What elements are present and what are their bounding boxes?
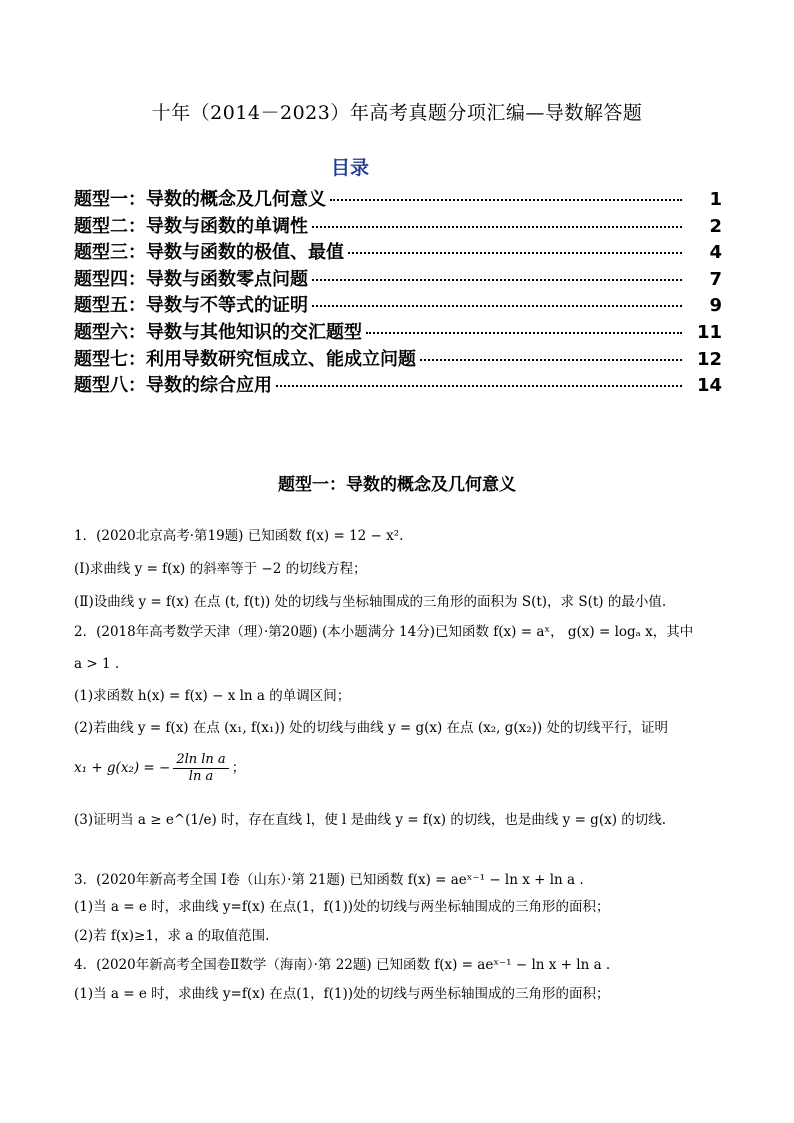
toc-item-label: 题型五：导数与不等式的证明 <box>74 295 308 317</box>
toc-item[interactable] <box>74 185 722 212</box>
toc-item-label: 题型六：导数与其他知识的交汇题型 <box>74 321 362 343</box>
question-4-part-1: (1)当 a = e 时，求曲线 y=f(x) 在点(1，f(1))处的切线与两坐标轴围成的三角形的面积； <box>74 986 610 1002</box>
toc-item-page: 1 <box>709 189 722 210</box>
toc-item-page: 12 <box>696 348 722 370</box>
formula-end: ； <box>231 760 246 776</box>
question-1-part-1: (Ⅰ)求曲线 y = f(x) 的斜率等于 −2 的切线方程； <box>74 561 367 577</box>
question-2-stem-cont: a > 1 . <box>74 656 120 672</box>
toc-item-label: 题型三：导数与函数的极值、最值 <box>74 242 344 264</box>
question-2-part-2-formula <box>74 752 245 785</box>
question-2-part-2: (2)若曲线 y = f(x) 在点 (x₁, f(x₁)) 处的切线与曲线 y = g(x) 在点 (x₂, g(x₂)) 处的切线平行，证明 <box>74 720 668 736</box>
toc-heading: 目录 <box>330 157 369 179</box>
question-2-stem: 2．(2018年高考数学天津（理）·第20题) (本小题满分 14分)已知函数 f(x) = aˣ， g(x) = logₐ x，其中 <box>74 624 694 640</box>
toc-leader-dots <box>312 225 682 228</box>
question-2-part-3: (3)证明当 a ≥ e^(1/e) 时，存在直线 l，使 l 是曲线 y = f(x) 的切线，也是曲线 y = g(x) 的切线. <box>74 812 667 828</box>
section-title: 题型一：导数的概念及几何意义 <box>278 475 516 495</box>
toc-item-page: 9 <box>709 295 722 317</box>
toc-item-label: 题型八：导数的综合应用 <box>74 375 272 397</box>
toc-leader-dots <box>348 251 682 254</box>
toc-item[interactable] <box>74 212 722 239</box>
toc-item-page: 4 <box>709 242 722 264</box>
question-1-part-2: (Ⅱ)设曲线 y = f(x) 在点 (t, f(t)) 处的切线与坐标轴围成的三角形的面积为 S(t)，求 S(t) 的最小值. <box>74 594 667 610</box>
question-3-stem: 3．(2020年新高考全国 I卷（山东）·第 21题) 已知函数 f(x) = aeˣ⁻¹ − ln x + ln a . <box>74 872 584 888</box>
table-of-contents <box>74 185 722 398</box>
toc-item-page: 11 <box>696 321 722 343</box>
toc-item-label: 题型七：利用导数研究恒成立、能成立问题 <box>74 348 416 370</box>
toc-item-page: 7 <box>709 268 722 290</box>
toc-item[interactable] <box>74 345 722 372</box>
formula-fraction <box>173 752 228 785</box>
toc-item[interactable] <box>74 265 722 292</box>
toc-leader-dots <box>312 304 682 307</box>
toc-leader-dots <box>330 198 682 201</box>
toc-item[interactable] <box>74 371 722 398</box>
question-1-stem: 1．(2020北京高考·第19题) 已知函数 f(x) = 12 − x². <box>74 528 404 544</box>
document-title: 十年（2014－2023）年高考真题分项汇编—导数解答题 <box>151 102 643 124</box>
fraction-denominator: ln a <box>188 769 214 784</box>
question-4-stem: 4．(2020年新高考全国卷Ⅱ数学（海南）·第 22题) 已知函数 f(x) = aeˣ⁻¹ − ln x + ln a . <box>74 957 611 973</box>
toc-item[interactable] <box>74 238 722 265</box>
toc-leader-dots <box>276 384 682 387</box>
toc-leader-dots <box>312 278 682 281</box>
toc-item[interactable] <box>74 318 722 345</box>
question-3-part-1: (1)当 a = e 时，求曲线 y=f(x) 在点(1，f(1))处的切线与两坐标轴围成的三角形的面积； <box>74 899 610 915</box>
toc-item[interactable] <box>74 291 722 318</box>
question-2-part-1: (1)求函数 h(x) = f(x) − x ln a 的单调区间； <box>74 688 351 704</box>
toc-leader-dots <box>420 358 682 361</box>
toc-item-label: 题型四：导数与函数零点问题 <box>74 268 308 290</box>
toc-item-page: 14 <box>696 375 722 397</box>
formula-lhs: x₁ + g(x₂) = − <box>74 760 171 776</box>
toc-item-label: 题型一：导数的概念及几何意义 <box>74 189 326 210</box>
toc-leader-dots <box>366 331 682 334</box>
question-3-part-2: (2)若 f(x)≥1，求 a 的取值范围. <box>74 928 270 944</box>
fraction-numerator: 2ln ln a <box>173 752 228 769</box>
toc-item-page: 2 <box>709 215 722 237</box>
toc-item-label: 题型二：导数与函数的单调性 <box>74 215 308 237</box>
